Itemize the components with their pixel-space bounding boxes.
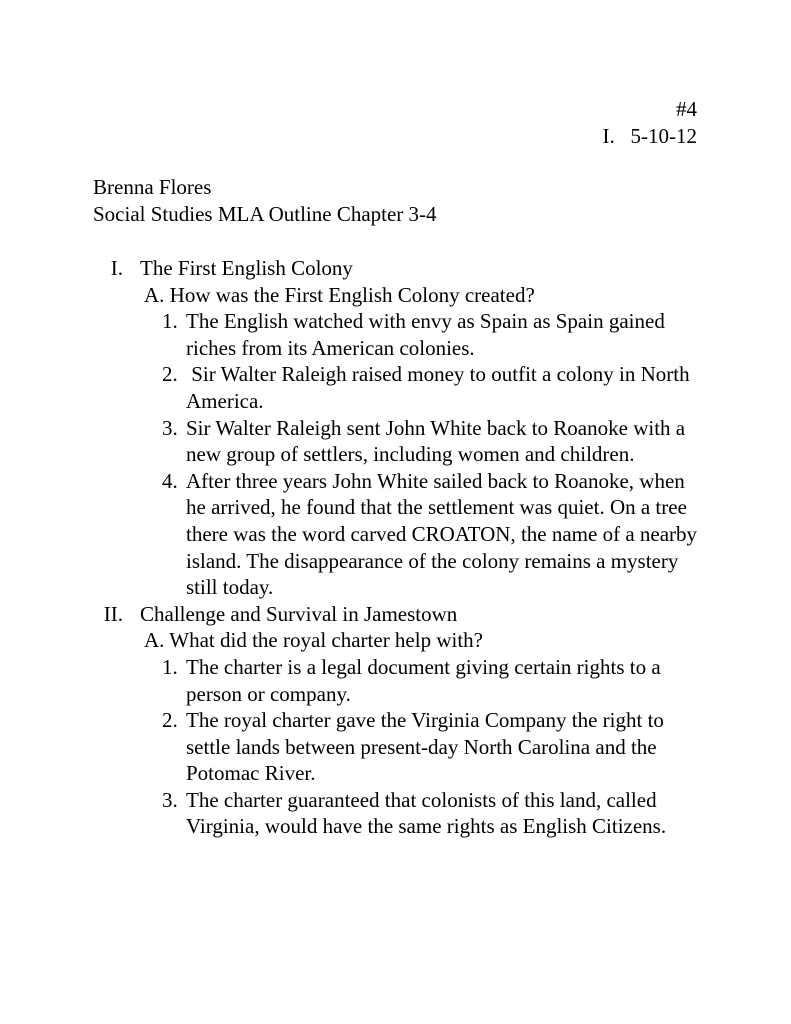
list-item xyxy=(162,654,706,707)
subsection-heading xyxy=(0,627,791,654)
list-item xyxy=(162,308,706,361)
item-text: The charter is a legal document giving certain rights to a person or company. xyxy=(186,654,661,706)
list-item xyxy=(162,787,706,840)
header-date: I. 5-10-12 xyxy=(602,123,697,148)
item-text: The charter guaranteed that colonists of this land, called Virginia, would have the same rights as English Citizens. xyxy=(186,787,667,839)
document-heading xyxy=(93,174,437,227)
item-number: 2. xyxy=(162,708,178,733)
page-number: #4 xyxy=(676,97,697,121)
section-heading xyxy=(0,255,791,282)
list-item xyxy=(162,361,706,414)
document-title: Social Studies MLA Outline Chapter 3-4 xyxy=(93,201,437,226)
list-item xyxy=(162,707,706,787)
list-item xyxy=(162,415,706,468)
section-heading xyxy=(0,601,791,628)
item-text: The royal charter gave the Virginia Company the right to settle lands between present-day North Carolina and the Potomac River. xyxy=(186,708,664,786)
list-item xyxy=(162,468,706,601)
section-numeral: II. xyxy=(103,601,123,626)
item-text: After three years John White sailed back to Roanoke, when he arrived, he found that the settlement was quiet. On a tree there was the word carved CROATON, the name of a nearby island. The disappearance of the colony remains a mystery still today. xyxy=(186,468,698,600)
subsection-question: A. What did the royal charter help with? xyxy=(144,628,483,653)
item-number: 2. xyxy=(162,362,178,387)
author-name: Brenna Flores xyxy=(93,175,212,199)
item-text: The English watched with envy as Spain as Spain gained riches from its American colonies. xyxy=(186,309,665,360)
item-text: Sir Walter Raleigh sent John White back to Roanoke with a new group of settlers, including women and children. xyxy=(186,415,686,467)
item-number: 1. xyxy=(162,309,178,334)
item-number: 3. xyxy=(162,787,178,812)
item-number: 4. xyxy=(162,468,178,493)
subsection-heading xyxy=(0,282,791,309)
section-title: Challenge and Survival in Jamestown xyxy=(140,601,458,626)
item-number: 1. xyxy=(162,654,178,679)
page-header xyxy=(603,96,697,149)
section-numeral: I. xyxy=(110,256,123,280)
item-number: 3. xyxy=(162,415,178,440)
subsection-question: A. How was the First English Colony created? xyxy=(144,282,535,307)
outline xyxy=(0,255,791,840)
item-text: Sir Walter Raleigh raised money to outfit a colony in North America. xyxy=(186,362,694,413)
section-title: The First English Colony xyxy=(140,256,353,280)
